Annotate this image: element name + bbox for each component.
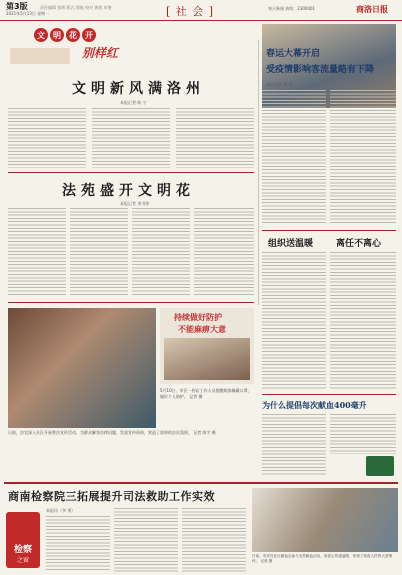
travel-subhead: 受疫情影响客流量略有下降: [266, 65, 375, 75]
section-rule: [8, 172, 254, 173]
court-photo-caption: 日前，法官深入社区开展普法宣传活动，为群众解答法律问题，发放宣传资料，营造了浓厚的法治氛围。 记者 陈宇 摄: [8, 430, 216, 435]
bottom-rule: [4, 482, 398, 484]
badge-char: 开: [82, 28, 96, 42]
court-byline: 本报记者 李书荣: [120, 201, 150, 206]
mid-photo-title-box: [160, 308, 254, 384]
section-rule: [262, 230, 396, 231]
civil-badges: [34, 28, 96, 42]
procuratorate-badge: [6, 512, 40, 568]
civil-text-col2: [92, 108, 170, 168]
newspaper-logo: 商洛日报: [356, 4, 388, 14]
donation-photo: [252, 488, 398, 552]
civil-headline: 文明新风满洛州: [72, 81, 205, 97]
badge-title: 检察: [13, 545, 32, 555]
qr-logo-icon: [366, 456, 394, 476]
column-divider: [258, 40, 259, 305]
page-number: 第3版: [6, 2, 28, 11]
bottom-byline: 本报讯（李 勇）: [46, 508, 76, 513]
editor-credits: 责任编辑 张辉 版式 徐航 校对 黄凯 审签: [40, 5, 112, 10]
edition-hotline: 每天新闻 热线：2300001: [268, 6, 316, 11]
donate-text-col1: [262, 414, 326, 476]
decorative-flower-icon: [10, 48, 70, 64]
badge-char: 明: [50, 28, 64, 42]
donate-headline: 为什么提倡每次献血400毫升: [262, 400, 367, 410]
travel-headline: 春运大幕开启: [266, 49, 321, 59]
tour-left-headline: 组织送温暖: [268, 239, 314, 249]
travel-byline: 本报记者 刘 洋: [266, 82, 293, 87]
mid-photo-title: 持续做好防护: [174, 312, 222, 322]
badge-char: 文: [34, 28, 48, 42]
bottom-text-col2: [114, 508, 178, 572]
pharmacy-photo: [164, 338, 250, 380]
tour-right-headline: 离任不离心: [336, 239, 382, 249]
bottom-text-col3: [182, 508, 246, 572]
issue-date: 2021年5月13日 星期一: [6, 11, 50, 16]
mid-photo-subtitle: 不能麻痹大意: [178, 324, 226, 334]
tour-text-col2: [330, 252, 396, 390]
travel-text-col1: [262, 90, 326, 225]
court-photo: [8, 308, 156, 428]
civil-text-col3: [176, 108, 254, 168]
page-header: [0, 0, 402, 21]
section-rule: [8, 302, 254, 303]
travel-text-col2: [330, 90, 396, 225]
civil-slogan: 别样红: [82, 46, 119, 60]
bottom-headline: 商南检察院三拓展提升司法救助工作实效: [8, 490, 215, 503]
section-title: [ 社 会 ]: [166, 5, 215, 18]
tour-text-col1: [262, 252, 326, 390]
court-headline: 法苑盛开文明花: [62, 183, 195, 199]
mid-photo-caption: 5月10日，市区一药店工作人员提醒顾客佩戴口罩，做好个人防护。 记者 摄: [160, 388, 252, 399]
badge-subtitle: 之窗: [16, 557, 29, 564]
donate-text-col2: [330, 414, 396, 454]
section-rule: [262, 394, 396, 395]
civil-text-col1: [8, 108, 86, 168]
badge-char: 花: [66, 28, 80, 42]
court-text-col1: [8, 208, 66, 296]
bottom-text-col1: [46, 516, 110, 572]
civil-byline: 本报记者 陈 宁: [120, 100, 147, 105]
court-text-col3: [132, 208, 190, 296]
donation-caption: 日前，市民在社区献血点参与无偿献血活动，用爱心传递温暖，体现了商洛人民的大爱情怀。 记者 摄: [252, 554, 393, 563]
court-text-col4: [194, 208, 254, 296]
court-text-col2: [70, 208, 128, 296]
